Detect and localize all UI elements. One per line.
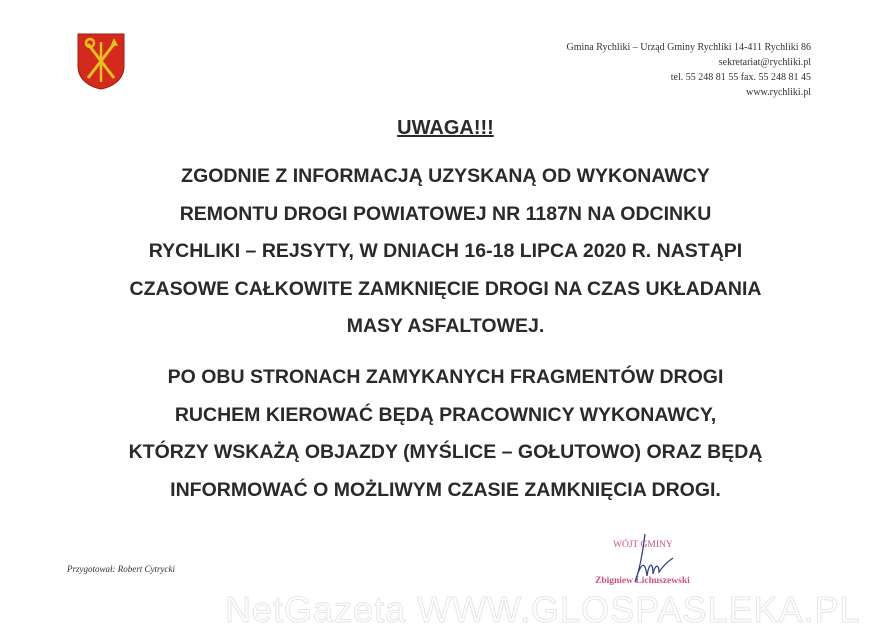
notice-title: UWAGA!!! [397,117,494,139]
signature-stamp [595,540,715,590]
notice-paragraph-1 [0,158,891,346]
letterhead-website: www.rychliki.pl [746,87,811,98]
letterhead-contact [566,40,811,100]
coat-of-arms-logo [76,32,126,90]
signature-name: Zbigniew Lichuszewski [595,576,690,586]
text-line: RYCHLIKI – REJSYTY, W DNIACH 16-18 LIPCA 2020 R. NASTĄPI [148,240,743,262]
text-line: CZASOWE CAŁKOWITE ZAMKNIĘCIE DROGI NA CZAS UKŁADANIA [129,277,762,300]
signature-role: WÓJT GMINY [613,540,673,550]
text-line: REMONTU DROGI POWIATOWEJ NR 1187N NA ODCINKU [179,202,712,225]
text-line: MASY ASFALTOWEJ. [346,315,545,337]
text-line: KTÓRZY WSKAŻĄ OBJAZDY (MYŚLICE – GOŁUTOWO) ORAZ BĘDĄ [128,441,763,463]
text-line: INFORMOWAĆ O MOŻLIWYM CZASIE ZAMKNIĘCIA DROGI. [170,478,721,501]
text-line: PO OBU STRONACH ZAMYKANYCH FRAGMENTÓW DROGI [167,366,724,388]
text-line: RUCHEM KIEROWAĆ BĘDĄ PRACOWNICY WYKONAWCY, [174,403,717,426]
letterhead-address: Gmina Rychliki – Urząd Gminy Rychliki 14-411 Rychliki 86 [566,42,811,53]
letterhead-email: sekretariat@rychliki.pl [718,57,811,68]
handwritten-signature-icon [615,532,685,592]
watermark: NetGazeta WWW.GLOSPASLEKA.PL [225,589,861,630]
text-line: ZGODNIE Z INFORMACJĄ UZYSKANĄ OD WYKONAWCY [181,165,710,187]
prepared-by: Przygotował: Robert Cytrycki [67,564,175,574]
notice-paragraph-2 [0,359,891,509]
letterhead-phone: tel. 55 248 81 55 fax. 55 248 81 45 [670,72,811,83]
